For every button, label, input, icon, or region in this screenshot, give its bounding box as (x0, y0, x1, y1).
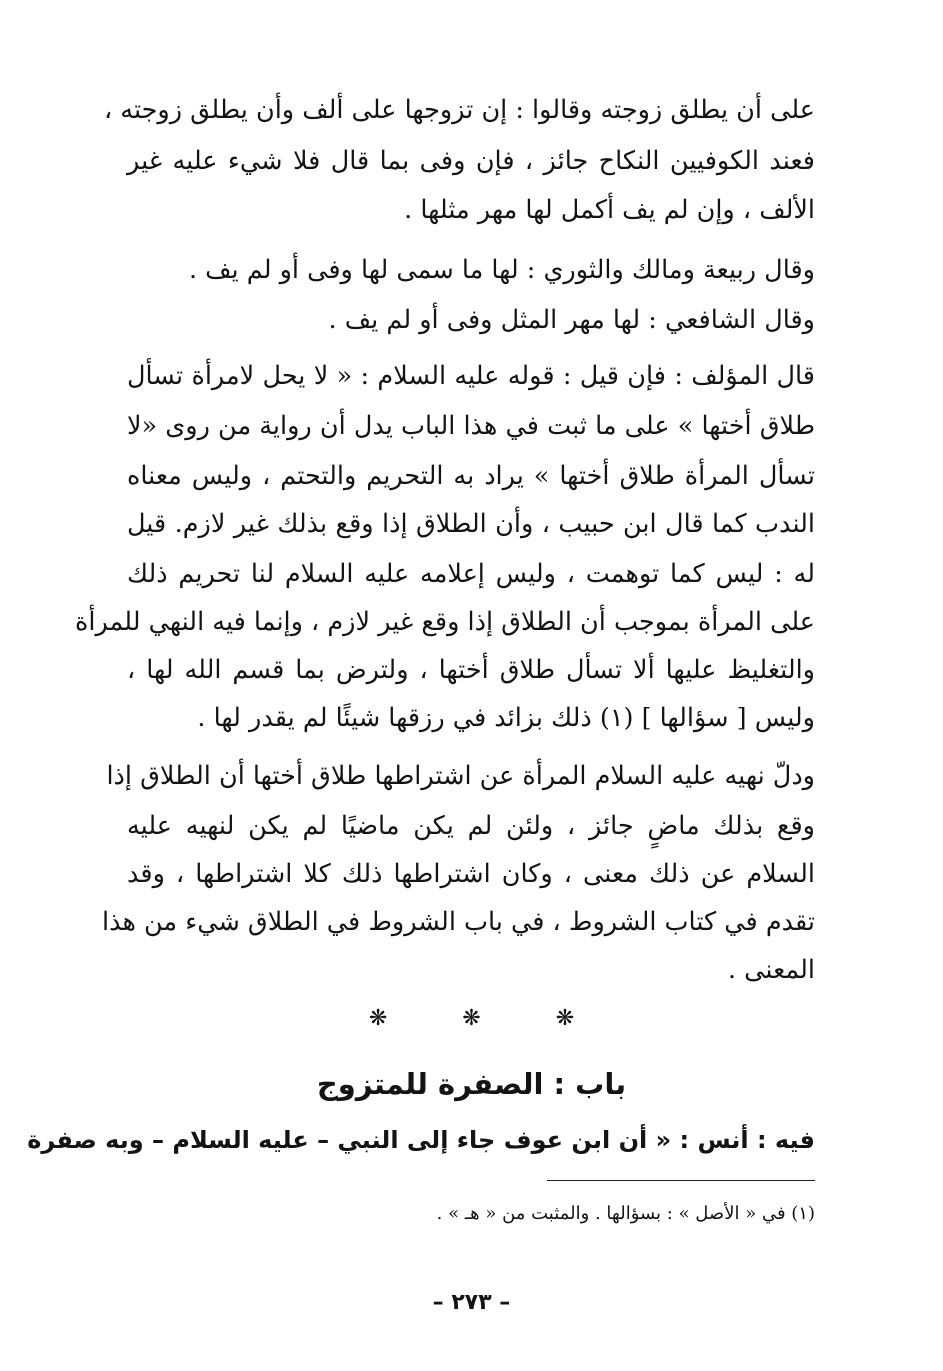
text-line: على أن يطلق زوجته وقالوا : إن تزوجها على ألف وأن يطلق زوجته ، (103, 95, 815, 125)
separator-star-icon: ❋ (462, 1006, 481, 1031)
text-line: المعنى . (727, 955, 815, 985)
text-line: ودلّ نهيه عليه السلام المرأة عن اشتراطها طلاق أختها أن الطلاق إذا (106, 761, 815, 791)
text-line: السلام عن ذلك معنى ، وكان اشتراطها ذلك كلا اشتراطها ، وقد (127, 859, 815, 889)
text-line: على المرأة بموجب أن الطلاق إذا وقع غير لازم ، وإنما فيه النهي للمرأة (75, 607, 815, 637)
text-line: وقال الشافعي : لها مهر المثل وفى أو لم يف . (328, 305, 815, 335)
footnote-divider (547, 1180, 815, 1181)
separator-star-icon: ❋ (368, 1006, 388, 1031)
text-line: فعند الكوفيين النكاح جائز ، فإن وفى بما قال فلا شيء عليه غير (127, 146, 815, 176)
text-line: الألف ، وإن لم يف أكمل لها مهر مثلها . (404, 195, 815, 225)
text-line: له : ليس كما توهمت ، وليس إعلامه عليه السلام لنا تحريم ذلك (127, 559, 815, 589)
text-line: والتغليظ عليها ألا تسأل طلاق أختها ، ولترض بما قسم الله لها ، (127, 655, 815, 685)
text-line: تقدم في كتاب الشروط ، في باب الشروط في الطلاق شيء من هذا (102, 907, 815, 937)
text-line: الندب كما قال ابن حبيب ، وأن الطلاق إذا وقع بذلك غير لازم. قيل (127, 509, 815, 539)
text-line: طلاق أختها » على ما ثبت في هذا الباب يدل أن رواية من روى «لا (127, 411, 815, 441)
section-separator (0, 1006, 943, 1031)
chapter-heading: باب : الصفرة للمتزوج (316, 1067, 627, 1101)
text-line: وقال ربيعة ومالك والثوري : لها ما سمى لها وفى أو لم يف . (188, 255, 815, 285)
page-number: – ٢٧٣ – (432, 1290, 511, 1315)
separator-star-icon: ❋ (555, 1006, 575, 1031)
text-line: تسأل المرأة طلاق أختها » يراد به التحريم والتحتم ، وليس معناه (127, 461, 815, 491)
text-line: وليس [ سؤالها ] (١) ذلك بزائد في رزقها شيئًا لم يقدر لها . (197, 703, 815, 733)
footnote: (١) في « الأصل » : بسؤالها . والمثبت من « هـ » . (436, 1203, 815, 1224)
text-line: وقع بذلك ماضٍ جائز ، ولئن لم يكن ماضيًا لم يكن لنهيه عليه (127, 811, 815, 841)
text-line: قال المؤلف : فإن قيل : قوله عليه السلام : « لا يحل لامرأة تسأل (127, 361, 815, 391)
hadith-opening-line: فيه : أنس : « أن ابن عوف جاء إلى النبي – عليه السلام – وبه صفرة (27, 1126, 815, 1154)
